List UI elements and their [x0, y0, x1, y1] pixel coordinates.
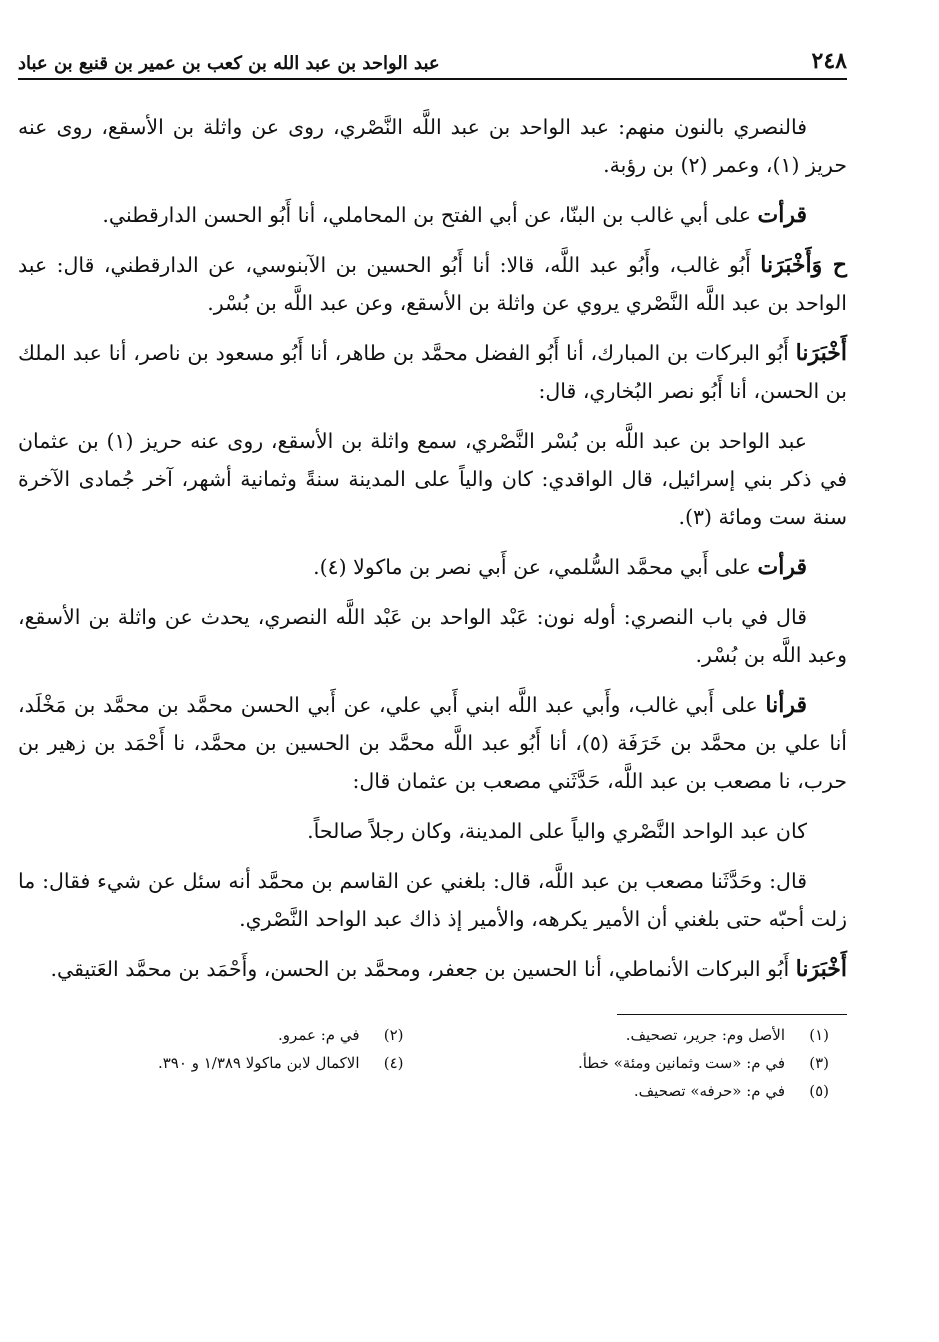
paragraph — [18, 246, 847, 322]
footnotes-right-column — [444, 1021, 848, 1105]
paragraph — [18, 686, 847, 800]
paragraph — [18, 334, 847, 410]
paragraph — [18, 862, 847, 938]
running-head: عبد الواحد بن عبد الله بن كعب بن عمير بن قنبع بن عباد — [18, 53, 440, 74]
paragraph-text: قال: وحَدَّثَنا مصعب بن عبد اللَّه، قال: بلغني عن القاسم بن محمَّد أنه سئل عن شيء فقال: ما زلت أحبّه حتى بلغني أن الأمير يكرهه، والأمير إذ ذاك عبد الواحد النَّصْري. — [18, 869, 847, 931]
footnote-number: (١) — [809, 1026, 829, 1044]
paragraph-lead: ح وَأَخْبَرَنا — [760, 252, 847, 278]
footnote — [444, 1077, 830, 1105]
paragraph-text: على أَبي محمَّد السُّلمي، عن أَبي نصر بن ماكولا (٤). — [313, 555, 758, 579]
paragraph-text: كان عبد الواحد النَّصْري والياً على المدينة، وكان رجلاً صالحاً. — [307, 819, 807, 843]
footnote-number: (٥) — [809, 1082, 829, 1100]
paragraph — [18, 422, 847, 536]
paragraph-text: أَبُو البركات بن المبارك، أنا أَبُو الفضل محمَّد بن طاهر، أنا أَبُو مسعود بن ناصر، أنا عبد الملك بن الحسن، أنا أَبُو نصر البُخاري، قال: — [18, 341, 847, 403]
footnote — [444, 1021, 830, 1049]
paragraph-text: على أبي غالب بن البنّا، عن أبي الفتح بن المحاملي، أنا أَبُو الحسن الدارقطني. — [102, 203, 758, 227]
paragraph-lead: أَخْبَرَنا — [795, 340, 847, 366]
footnote-separator — [617, 1014, 847, 1015]
footnote — [18, 1021, 404, 1049]
paragraph-text: فالنصري بالنون منهم: عبد الواحد بن عبد اللَّه النَّصْري، روى عن واثلة بن الأسقع، روى عنه حريز (١)، وعمر (٢) بن رؤبة. — [18, 115, 847, 177]
paragraph-text: قال في باب النصري: أوله نون: عَبْد الواحد بن عَبْد اللَّه النصري، يحدث عن واثلة بن الأسقع، وعبد اللَّه بن بُسْر. — [18, 605, 847, 667]
paragraph-text: أَبُو البركات الأنماطي، أنا الحسين بن جعفر، ومحمَّد بن الحسن، وأَحْمَد بن محمَّد العَتيقي. — [50, 957, 796, 981]
footnote-text: في م: عمرو. — [278, 1026, 360, 1044]
paragraph-text: عبد الواحد بن عبد اللَّه بن بُسْر النَّصْري، سمع واثلة بن الأسقع، روى عنه حريز (١) بن عثمان في ذكر بني إسرائيل، قال الواقدي: كان والياً على المدينة سنةً وثمانية أشهر، آخر جُمادى الآخرة سنة ست ومائة (٣). — [18, 429, 847, 529]
footnote-text: في م: «ست وثمانين ومئة» خطأ. — [577, 1054, 785, 1072]
footnotes-left-column — [18, 1021, 444, 1105]
paragraph — [18, 598, 847, 674]
footnotes — [18, 1021, 847, 1105]
paragraph-text: أَبُو غالب، وأَبُو عبد اللَّه، قالا: أنا أَبُو الحسين بن الآبنوسي، عن الدارقطني، قال: عبد الواحد بن عبد اللَّه النَّصْري يروي عن واثلة بن الأسقع، وعن عبد اللَّه بن بُسْر. — [18, 253, 847, 315]
footnote — [444, 1049, 830, 1077]
paragraph — [18, 548, 847, 586]
footnote-text: الاكمال لابن ماكولا ١/٣٨٩ و ٣٩٠. — [157, 1054, 360, 1072]
page-number: ٢٤٨ — [811, 48, 847, 74]
page-header — [18, 48, 847, 80]
footnote-text: في م: «حرفه» تصحيف. — [633, 1082, 785, 1100]
paragraph — [18, 950, 847, 988]
footnote-number: (٤) — [383, 1054, 404, 1072]
paragraph-lead: قرأنا — [765, 692, 807, 718]
paragraph-text: على أَبي غالب، وأَبي عبد اللَّه ابني أَبي علي، عن أَبي الحسن محمَّد بن محمَّد بن مَخْلَد، أنا علي بن محمَّد بن خَرَفَة (٥)، أنا أَبُو عبد اللَّه محمَّد بن الحسين بن محمَّد، نا أَحْمَد بن زهير بن حرب، نا مصعب بن عبد اللَّه، حَدَّثَني مصعب بن عثمان قال: — [18, 693, 847, 793]
paragraph-lead: أَخْبَرَنا — [795, 956, 847, 982]
footnote-number: (٢) — [383, 1026, 404, 1044]
paragraph — [18, 196, 847, 234]
footnote — [18, 1049, 404, 1077]
main-text — [18, 108, 847, 988]
paragraph — [18, 108, 847, 184]
footnote-text: الأصل وم: جرير، تصحيف. — [625, 1026, 785, 1044]
paragraph-lead: قرأت — [757, 202, 807, 228]
paragraph-lead: قرأت — [757, 554, 807, 580]
paragraph — [18, 812, 847, 850]
footnote-number: (٣) — [809, 1054, 829, 1072]
